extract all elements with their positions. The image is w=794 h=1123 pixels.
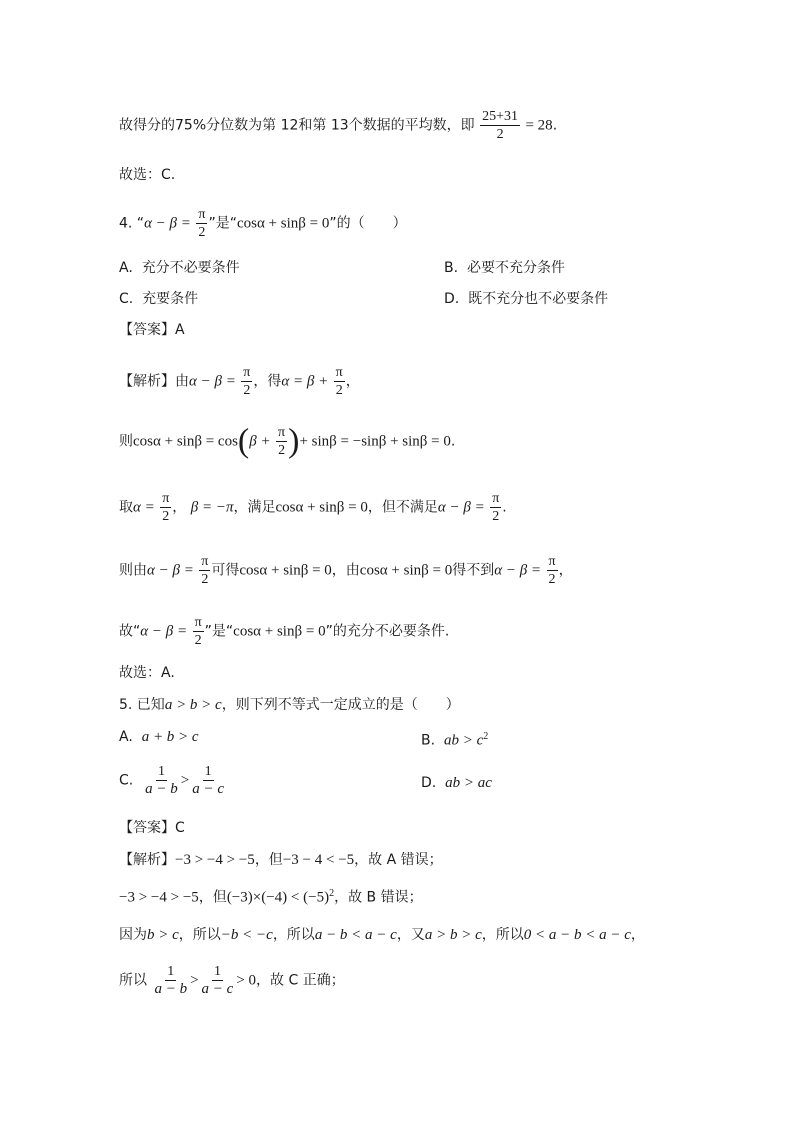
q5-option-a: A. a + b > c [119, 729, 199, 745]
pi-over-2: $\frac{\pi}{2}$ [198, 207, 206, 240]
q5-option-d: D. ab > ac [421, 775, 492, 791]
q5-analysis-2: −3 > −4 > −5，但$(-3)\times(-4) < (-5)^2$，故 B 错误； [119, 888, 423, 906]
q5-option-c: C. $\frac{1}{a - b}$ > $\frac{1}{a - c}$ [119, 764, 225, 797]
q4-answer: 【答案】A [119, 322, 185, 338]
q3-average-line: 故得分的75%分位数为第 12和第 13个数据的平均数，即 $\frac{25+31}{2}$ = 28. [119, 109, 558, 142]
q4-option-d: D. 既不充分也不必要条件 [444, 291, 609, 307]
q3-text: 故得分的75%分位数为第 12和第 13个数据的平均数，即 [119, 117, 475, 134]
q4-option-a: A. 充分不必要条件 [119, 260, 240, 276]
q4-analysis-2: 则cosα + sinβ = cos(β + $\frac{\pi}{2}$ )+ sinβ = −sinβ + sinβ = 0. [119, 422, 456, 460]
q4-stem: 4. “α − β = $\frac{\pi}{2}$ ”是“cosα + sinβ = 0”的（ ） [119, 207, 407, 240]
q4-analysis-1: 【解析】由α − β = $\frac{\pi}{2}$ ，得α = β + $\frac{\pi}{2}$ ， [119, 365, 360, 398]
q5-stem: 5. 已知a > b > c，则下列不等式一定成立的是（ ） [119, 697, 460, 713]
q4-option-b: B. 必要不充分条件 [444, 260, 565, 276]
q5-analysis-1: 【解析】−3 > −4 > −5，但−3 − 4 < −5，故 A 错误； [119, 852, 443, 868]
q3-choose: 故选：C. [119, 167, 176, 183]
q5-answer: 【答案】C [119, 820, 185, 836]
q4-analysis-4: 则由α − β = $\frac{\pi}{2}$ 可得cosα + sinβ = 0，由cosα + sinβ = 0得不到α − β = $\frac{\pi}{2}$ ， [119, 554, 573, 587]
q3-fraction: $\frac{25+31}{2}$ [482, 109, 519, 142]
q4-option-c: C. 充要条件 [119, 291, 199, 307]
q5-analysis-3: 因为b > c，所以−b < −c，所以a − b < a − c，又a > b > c，所以0 < a − b < a − c， [119, 927, 645, 943]
q4-choose: 故选：A. [119, 665, 175, 681]
q5-option-b: B. ab > $c^2$ [421, 731, 489, 749]
q4-analysis-5: 故“α − β = $\frac{\pi}{2}$ ”是“cosα + sinβ = 0”的充分不必要条件. [119, 615, 450, 648]
q4-analysis-3: 取α = $\frac{\pi}{2}$ ， β = −π，满足cosα + sinβ = 0，但不满足α − β = $\frac{\pi}{2}$ . [119, 491, 507, 524]
q5-analysis-4: 所以 $\frac{1}{a - b}$ > $\frac{1}{a - c}$ > 0，故 C 正确； [119, 964, 345, 997]
